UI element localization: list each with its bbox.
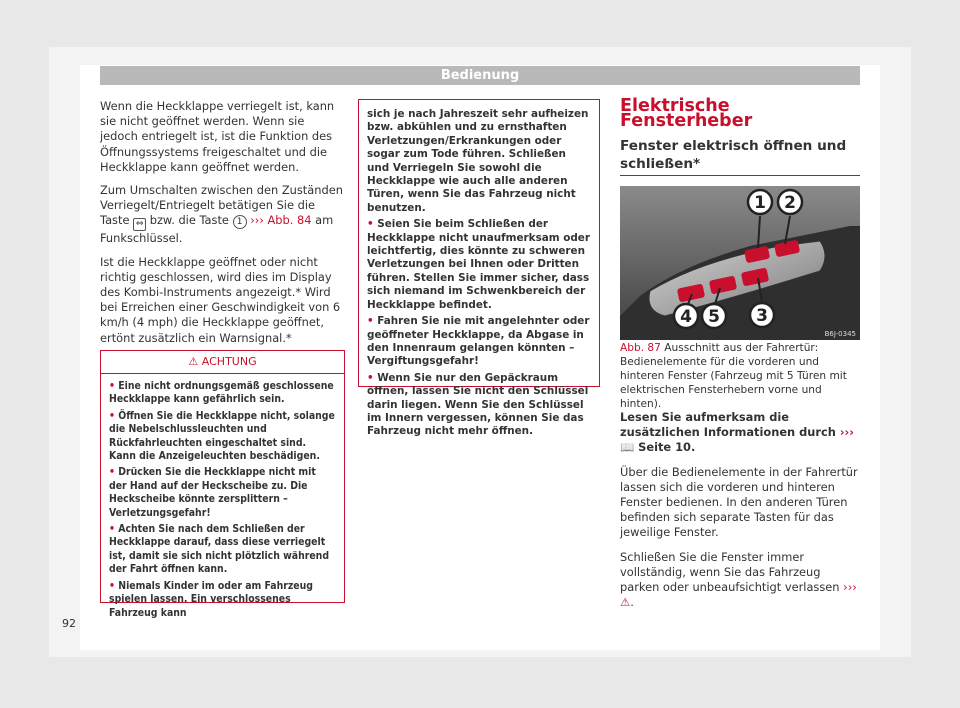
callout-3 (750, 303, 774, 327)
warning-triangle-icon: ⚠ (188, 355, 199, 368)
subsection-title: Fenster elektrisch öffnen und schließen* (620, 138, 847, 173)
column-3-body (620, 410, 860, 619)
callout-2 (778, 190, 802, 214)
warning-item: • Eine nicht ordnungsgemäß geschlossene Heckklappe kann gefährlich sein. (109, 380, 334, 406)
svg-text:4: 4 (680, 307, 692, 327)
page-reference-link[interactable]: Seite 10. (638, 440, 696, 455)
caption-text: Ausschnitt aus der Fahrertür: Bedienelemente für die vorderen und hinteren Fenster (Fahrzeug mit 5 Türen mit elektrischen Fensterhebern vorne und hinten). (620, 342, 847, 410)
warning-item: • Fahren Sie nie mit angelehnter oder geöffneter Heckklappe, da Abgase in den Innenraum gelangen könnten – Vergiftungsgefahr! (367, 315, 590, 368)
warning-title: ACHTUNG (201, 355, 257, 368)
svg-text:2: 2 (784, 193, 796, 213)
figure-reference-link[interactable]: Abb. 84 (267, 213, 312, 228)
paragraph: Schließen Sie die Fenster immer vollständig, wenn Sie das Fahrzeug parken oder unbeaufsichtigt verlassen ››› ⚠. (620, 549, 857, 610)
paragraph (620, 410, 860, 456)
figure-code: B6J-0345 (824, 330, 856, 338)
section-header: Bedienung (100, 66, 860, 85)
paragraph: Über die Bedienelemente in der Fahrertür lassen sich die vorderen und hinteren Fenster bedienen. In den anderen Türen befinden sich separate Tasten für das jeweilige Fenster. (620, 464, 858, 540)
paragraph (100, 183, 345, 247)
book-icon: 📖 (620, 440, 635, 455)
svg-text:1: 1 (754, 193, 766, 213)
callout-5 (702, 304, 726, 328)
key-icon: ⇔ (133, 218, 146, 231)
paragraph: Wenn die Heckklappe verriegelt ist, kann sie nicht geöffnet werden. Wenn sie jedoch entriegelt ist, ist die Funktion des Öffnungssystems freigeschaltet und die Heckklappe kann geöffnet werden. (100, 99, 335, 174)
warning-body (101, 374, 344, 629)
cross-ref-arrow: ››› (250, 213, 264, 228)
page-number: 92 (62, 617, 76, 630)
svg-text:5: 5 (708, 307, 720, 327)
cross-ref-arrow: ››› (843, 580, 857, 595)
warning-item: sich je nach Jahreszeit sehr aufheizen bzw. abkühlen und zu ernsthaften Verletzungen/Erkrankungen oder sogar zum Tode führen. Schließen und Verriegeln Sie sowohl die Heckklappe wie auch alle anderen Türen, wenn Sie das Fahrzeug nicht benutzen. (367, 108, 589, 214)
text: Lesen Sie aufmerksam die zusätzlichen Informationen durch (620, 410, 836, 440)
cross-ref-arrow: ››› (839, 425, 854, 440)
warning-item: • Seien Sie beim Schließen der Heckklappe nicht unaufmerksam oder leichtfertig, dies könnte zu schweren Verletzungen bei Ihnen oder Dritten führen. Stellen Sie immer sicher, dass sich niemand im Schwenkbereich der Heckklappe befindet. (367, 218, 590, 311)
warning-item: • Achten Sie nach dem Schließen der Heckklappe darauf, dass diese verriegelt ist, damit sie sich nicht plötzlich während der Fahrt öffnen kann. (109, 523, 330, 576)
paragraph: Ist die Heckklappe geöffnet oder nicht richtig geschlossen, wird dies im Display des Kombi-Instruments angezeigt.* Wird bei Erreichen einer Geschwindigkeit von 6 km/h (4 mph) die Heckklappe geöffnet, ertönt zusätzlich ein Warnsignal.* (100, 254, 341, 345)
section-title: Elektrische Fensterheber (620, 96, 753, 132)
caption-label: Abb. 87 (620, 342, 661, 354)
warning-box-continued (358, 99, 600, 438)
column-1 (100, 99, 345, 354)
callout-number: 1 (233, 215, 247, 229)
text: Zum Umschalten zwischen den Zuständen Verriegelt/Entriegelt betätigen Sie die Taste (100, 183, 343, 228)
title-divider (620, 175, 860, 176)
column-3 (620, 96, 860, 173)
text: bzw. die Taste (149, 213, 229, 228)
warning-item: • Wenn Sie nur den Gepäckraum öffnen, lassen Sie nicht den Schlüssel darin liegen. Wenn Sie den Schlüssel im Innern vergessen, können Sie das Fahrzeug nicht mehr öffnen. (367, 371, 589, 438)
text: Schließen Sie die Fenster immer vollständig, wenn Sie das Fahrzeug parken oder unbeaufsichtigt verlassen (620, 549, 840, 595)
text: am Funkschlüssel. (100, 213, 334, 246)
figure-caption (620, 341, 860, 411)
warning-item: • Drücken Sie die Heckklappe nicht mit der Hand auf der Heckscheibe zu. Die Heckscheibe könnte zersplittern – Verletzungsgefahr! (109, 466, 316, 519)
warning-header (101, 351, 344, 374)
warning-item: • Öffnen Sie die Heckklappe nicht, solange die Nebelschlussleuchten und Rückfahrleuchten eingeschaltet sind. Kann die Anzeigeleuchten beschädigen. (109, 409, 335, 463)
callout-1 (748, 190, 772, 214)
window-switch-figure (620, 186, 860, 340)
warning-item: • Niemals Kinder im oder am Fahrzeug spielen lassen. Ein verschlossenes Fahrzeug kann (109, 579, 313, 619)
door-panel-illustration (620, 186, 860, 340)
svg-text:3: 3 (756, 306, 768, 326)
callout-4 (674, 304, 698, 328)
warning-triangle-icon[interactable]: ⚠ (620, 595, 631, 610)
warning-body (359, 100, 599, 450)
warning-box (100, 350, 345, 619)
